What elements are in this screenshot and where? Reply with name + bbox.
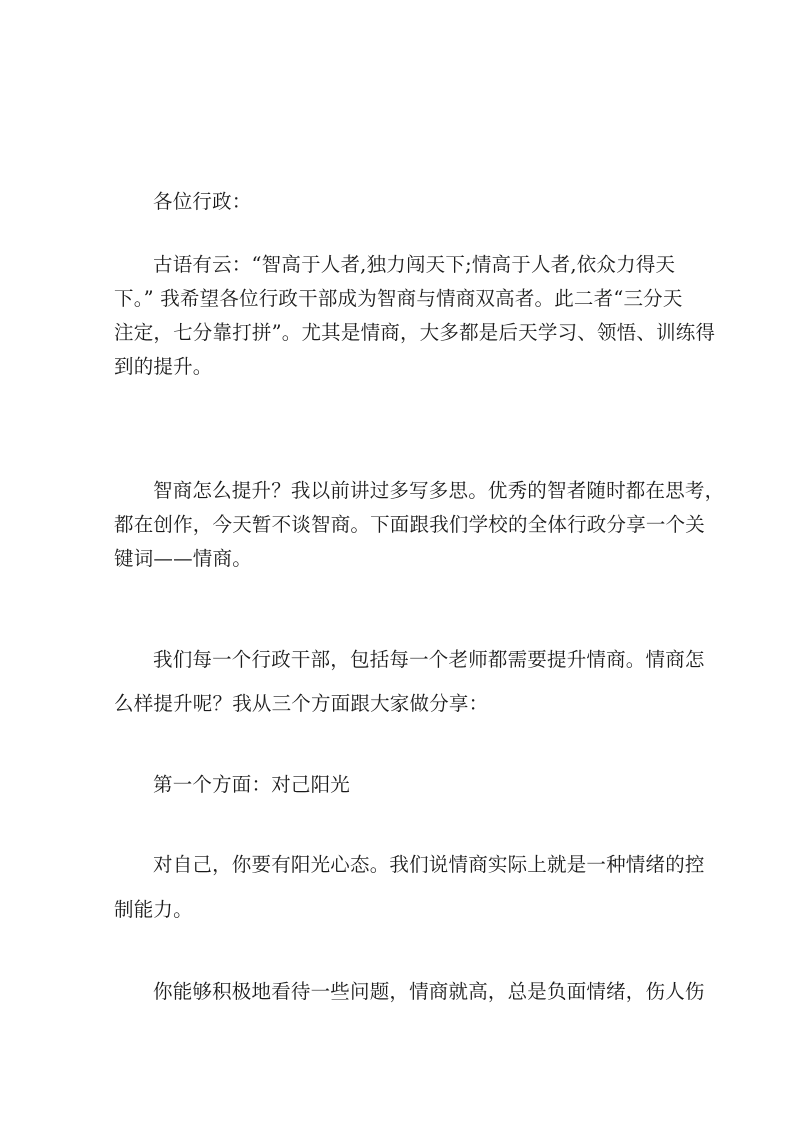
paragraph-line: 古语有云：“智高于人者,独力闯天下;情高于人者,依众力得天 <box>153 253 676 276</box>
paragraph-line: 注定，七分靠打拼”。尤其是情商，大多都是后天学习、领悟、训练得 <box>114 321 716 344</box>
paragraph-line: 智商怎么提升？我以前讲过多写多思。优秀的智者随时都在思考， <box>153 479 725 502</box>
paragraph-line: 键词——情商。 <box>114 547 252 570</box>
paragraph-line: 到的提升。 <box>114 355 213 378</box>
paragraph-line: 制能力。 <box>114 898 193 921</box>
paragraph-line: 对自己，你要有阳光心态。我们说情商实际上就是一种情绪的控 <box>153 853 705 876</box>
paragraph-line: 下。” 我希望各位行政干部成为智商与情商双高者。此二者“三分天 <box>114 287 683 310</box>
paragraph-line: 你能够积极地看待一些问题，情商就高，总是负面情绪，伤人伤 <box>153 980 705 1003</box>
paragraph-line: 么样提升呢？我从三个方面跟大家做分享： <box>114 692 489 715</box>
paragraph-line: 我们每一个行政干部，包括每一个老师都需要提升情商。情商怎 <box>153 648 705 671</box>
section-heading: 第一个方面：对己阳光 <box>153 773 351 796</box>
salutation: 各位行政： <box>153 190 252 213</box>
paragraph-line: 都在创作，今天暂不谈智商。下面跟我们学校的全体行政分享一个关 <box>114 513 706 536</box>
